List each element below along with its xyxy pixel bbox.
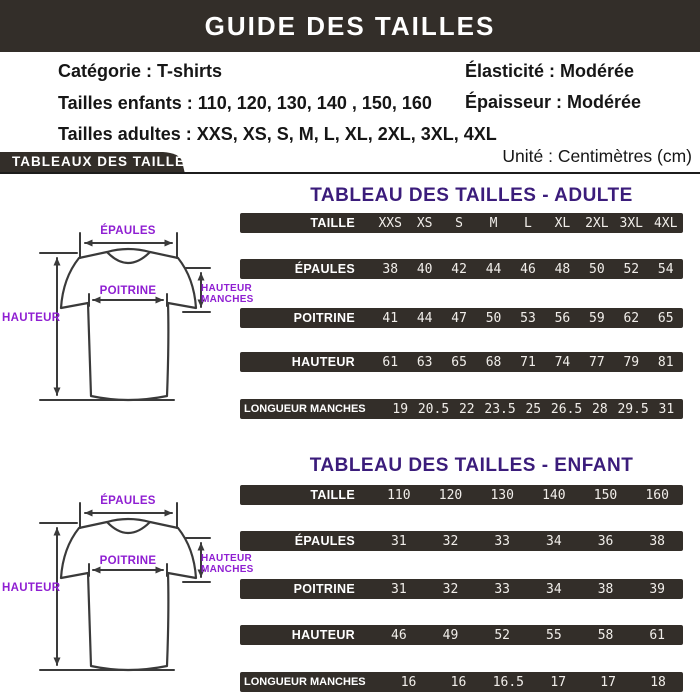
size-value-cell: S	[455, 215, 463, 231]
row-values	[373, 534, 683, 549]
size-value-cell: XXS	[378, 215, 402, 231]
row-values	[384, 675, 683, 690]
chest-label-child: POITRINE	[99, 555, 157, 567]
height-label-adult: HAUTEUR	[2, 312, 61, 324]
adult-row-epaules	[240, 259, 683, 279]
row-values	[373, 628, 683, 643]
size-value-cell: 47	[451, 310, 467, 326]
size-value-cell: 26.5	[550, 401, 583, 417]
size-value-cell: 58	[597, 627, 614, 643]
size-value-cell: 46	[391, 627, 407, 643]
size-value-cell: 65	[657, 310, 674, 326]
size-value-cell: 54	[657, 261, 674, 277]
size-value-cell: 56	[554, 310, 571, 326]
size-value-cell: 20.5	[417, 401, 450, 417]
sleeve-height-label-child	[201, 553, 253, 575]
child-row-longueur-manches	[240, 672, 683, 692]
size-value-cell: 53	[520, 310, 536, 326]
row-label: POITRINE	[293, 311, 355, 325]
size-value-cell: 61	[649, 627, 666, 643]
adult-row-taille	[240, 213, 683, 233]
size-value-cell: 33	[494, 533, 510, 549]
size-value-cell: 42	[451, 261, 467, 277]
shoulders-label-child: ÉPAULES	[100, 495, 156, 507]
adult-row-hauteur	[240, 352, 683, 372]
height-label-child: HAUTEUR	[2, 582, 61, 594]
elasticity-line: Élasticité : Modérée	[465, 61, 635, 81]
thickness-line: Épaisseur : Modérée	[465, 92, 642, 112]
size-value-cell: 28	[592, 401, 608, 417]
sleeve-height-label-adult	[201, 283, 253, 305]
size-value-cell: 18	[650, 674, 666, 690]
row-values	[373, 488, 683, 503]
size-value-cell: 79	[623, 354, 640, 370]
sleeve-label-line1: HAUTEUR	[201, 553, 252, 564]
size-value-cell: 62	[623, 310, 640, 326]
unit-label: Unité : Centimètres (cm)	[502, 146, 692, 166]
child-row-hauteur	[240, 625, 683, 645]
size-value-cell: 38	[597, 581, 614, 597]
tables-badge-label: TABLEAUX DES TAILLES	[12, 154, 196, 169]
size-value-cell: 52	[494, 627, 510, 643]
size-value-cell: 65	[451, 354, 467, 370]
size-value-cell: 25	[525, 401, 542, 417]
size-value-cell: 16.5	[492, 674, 524, 690]
size-value-cell: 3XL	[619, 215, 644, 231]
size-value-cell: 48	[554, 261, 571, 277]
size-value-cell: 110	[387, 487, 411, 503]
size-value-cell: 40	[416, 261, 433, 277]
kids-sizes-line: Tailles enfants : 110, 120, 130, 140 , 150, 160	[58, 93, 432, 113]
size-value-cell: 50	[589, 261, 605, 277]
row-values	[384, 402, 683, 417]
size-value-cell: 150	[593, 487, 618, 503]
size-value-cell: 39	[649, 581, 666, 597]
size-value-cell: 63	[416, 354, 433, 370]
size-value-cell: 160	[645, 487, 669, 503]
size-value-cell: 59	[589, 310, 605, 326]
size-value-cell: 77	[589, 354, 605, 370]
size-value-cell: 44	[485, 261, 502, 277]
size-value-cell: 31	[391, 533, 407, 549]
category-line: Catégorie : T-shirts	[58, 61, 223, 81]
row-values	[373, 262, 683, 277]
child-row-epaules	[240, 531, 683, 551]
size-value-cell: 140	[542, 487, 566, 503]
size-value-cell: M	[489, 215, 498, 231]
size-value-cell: 81	[657, 354, 674, 370]
size-value-cell: 32	[442, 581, 459, 597]
sleeve-label-line2: MANCHES	[201, 564, 254, 575]
size-value-cell: 74	[554, 354, 571, 370]
size-value-cell: 38	[382, 261, 399, 277]
size-value-cell: XS	[416, 215, 433, 231]
child-row-taille	[240, 485, 683, 505]
page-title: GUIDE DES TAILLES	[204, 11, 496, 41]
shoulders-label-adult: ÉPAULES	[100, 225, 156, 237]
size-value-cell: 55	[546, 627, 562, 643]
row-values	[373, 311, 683, 326]
row-label: LONGUEUR MANCHES	[244, 403, 366, 415]
adult-row-poitrine	[240, 308, 683, 328]
size-value-cell: 36	[597, 533, 614, 549]
size-value-cell: 120	[438, 487, 463, 503]
row-label: ÉPAULES	[294, 534, 355, 548]
size-value-cell: 34	[546, 533, 562, 549]
row-label: TAILLE	[310, 216, 355, 230]
size-value-cell: 32	[442, 533, 459, 549]
size-value-cell: 2XL	[585, 215, 609, 231]
size-value-cell: 38	[649, 533, 666, 549]
adult-table-title: TABLEAU DES TAILLES - ADULTE	[310, 185, 633, 206]
size-value-cell: 71	[520, 354, 536, 370]
size-value-cell: 17	[600, 674, 616, 690]
size-value-cell: 130	[490, 487, 514, 503]
sleeve-label-line2: MANCHES	[201, 294, 254, 305]
size-value-cell: 68	[485, 354, 502, 370]
row-values	[373, 216, 683, 231]
row-label: POITRINE	[293, 582, 355, 596]
child-table-title: TABLEAU DES TAILLES - ENFANT	[309, 455, 634, 476]
adult-sizes-line: Tailles adultes : XXS, XS, S, M, L, XL, 2XL, 3XL, 4XL	[58, 124, 497, 144]
size-value-cell: 52	[623, 261, 640, 277]
size-value-cell: 61	[382, 354, 399, 370]
row-values	[373, 582, 683, 597]
size-value-cell: 17	[550, 674, 567, 690]
adult-row-longueur-manches	[240, 399, 683, 419]
row-label: TAILLE	[310, 488, 355, 502]
size-value-cell: 31	[658, 401, 675, 417]
size-value-cell: 46	[520, 261, 536, 277]
child-row-poitrine	[240, 579, 683, 599]
row-label: HAUTEUR	[291, 355, 355, 369]
sleeve-label-line1: HAUTEUR	[201, 283, 252, 294]
size-value-cell: 16	[400, 674, 417, 690]
size-value-cell: 44	[416, 310, 433, 326]
size-value-cell: 16	[450, 674, 467, 690]
size-value-cell: 29.5	[617, 401, 649, 417]
size-value-cell: 22	[458, 401, 475, 417]
row-label: LONGUEUR MANCHES	[244, 676, 366, 688]
size-value-cell: XL	[554, 215, 571, 231]
size-value-cell: 34	[546, 581, 562, 597]
row-values	[373, 355, 683, 370]
size-value-cell: L	[524, 215, 532, 231]
size-value-cell: 4XL	[653, 215, 678, 231]
size-value-cell: 19	[392, 401, 409, 417]
row-label: HAUTEUR	[291, 628, 355, 642]
size-value-cell: 50	[485, 310, 502, 326]
divider-rule	[0, 172, 700, 174]
size-value-cell: 31	[391, 581, 407, 597]
size-value-cell: 41	[382, 310, 399, 326]
row-label: ÉPAULES	[294, 262, 355, 276]
title-bar	[0, 0, 700, 52]
size-value-cell: 33	[494, 581, 510, 597]
size-value-cell: 49	[442, 627, 459, 643]
size-value-cell: 23.5	[484, 401, 516, 417]
chest-label-adult: POITRINE	[99, 285, 157, 297]
